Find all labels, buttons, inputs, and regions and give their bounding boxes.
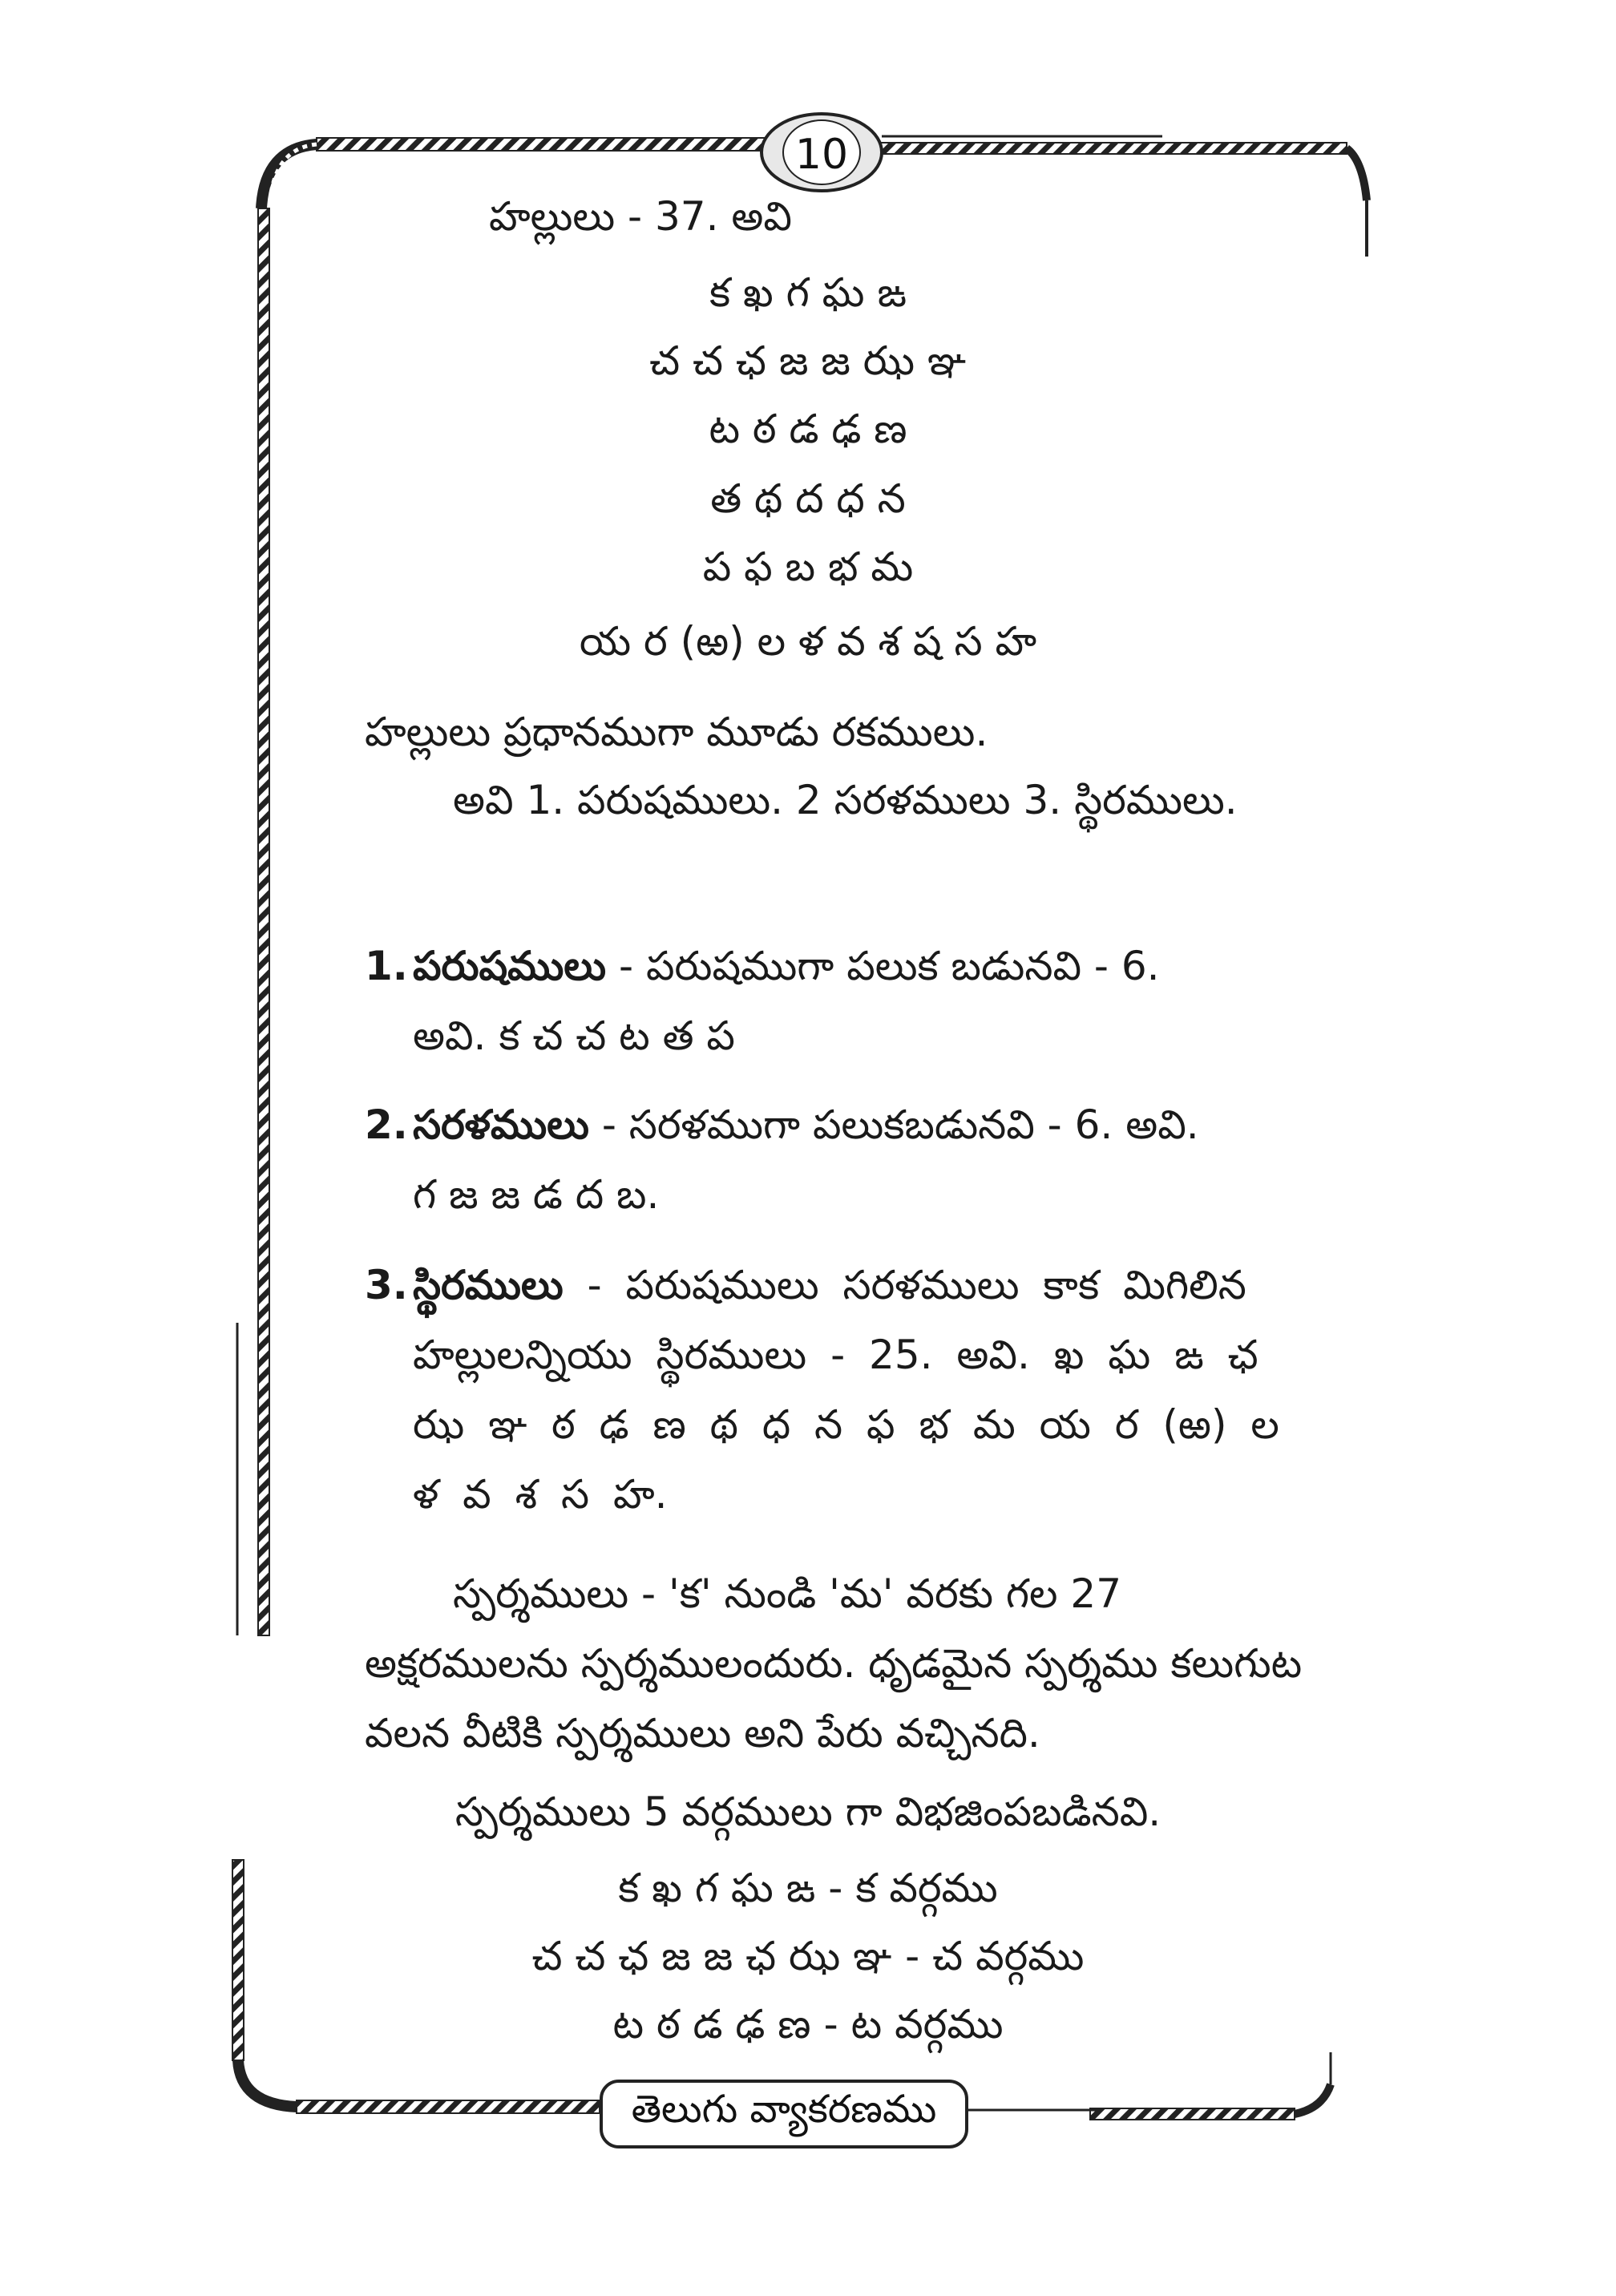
alphabet-row: య ర (ఱ) ల ళ వ శ ష స హ (579, 618, 1037, 665)
item-letters: గ జ జ డ ద బ. (413, 1171, 660, 1218)
list-item (365, 1090, 1327, 1230)
item-number: 1. (365, 943, 408, 989)
item-number: 2. (365, 1102, 408, 1148)
list-item (365, 932, 1327, 1071)
sparsha-paragraph: స్పర్శములు - 'క' నుండి 'మ' వరకు గల 27 అక్షరములను స్పర్శములందురు. ధృడమైన స్పర్శము కలుగుట వలన వీటికి స్పర్శములు అని పేరు వచ్చినది. (365, 1570, 1303, 1756)
varga-letters: చ చ ఛ జ జ ఛ ఝ ఞ (531, 1933, 893, 1979)
alphabet-row: క ఖ గ ఘ ఙ (709, 269, 907, 316)
alphabet-row: ట ఠ డ ఢ ణ (709, 406, 907, 452)
varga-letters: ట ఠ డ ఢ ణ (612, 2001, 811, 2047)
item-term: పరుషములు (413, 943, 607, 989)
page-number: 10 (794, 131, 849, 179)
varga-row: చ చ ఛ జ జ ఛ ఝ ఞ - చ వర్గము (531, 1933, 1085, 1979)
varga-letters: క ఖ గ ఘ ఙ (618, 1865, 816, 1911)
item-number: 3. (365, 1262, 408, 1308)
book-title: తెలుగు వ్యాకరణము (631, 2087, 937, 2132)
types-line: అవి 1. పరుషములు. 2 సరళములు 3. స్థిరములు. (453, 777, 1238, 823)
varga-name: క వర్గము (855, 1865, 998, 1911)
item-letters: అవి. క చ చ ట త ప (413, 1013, 735, 1059)
item-desc: - పరుషముగా పలుక బడునవి - 6. (619, 943, 1160, 989)
list-item (365, 1251, 1327, 1530)
intro-line: హల్లులు ప్రధానముగా మూడు రకములు. (365, 709, 988, 755)
varga-name: చ వర్గము (932, 1933, 1085, 1979)
item-desc: - సరళముగా పలుకబడునవి - 6. అవి. (601, 1102, 1199, 1148)
alphabet-row: ప ఫ బ భ మ (702, 544, 914, 590)
varga-intro: స్పర్శములు 5 వర్గములు గా విభజింపబడినవి. (454, 1789, 1162, 1835)
alphabet-row: త థ ద ధ న (710, 475, 906, 522)
varga-row: క ఖ గ ఘ ఙ - క వర్గము (618, 1865, 998, 1911)
heading: హల్లులు - 37. అవి (489, 193, 792, 240)
alphabet-row: చ చ ఛ జ జ ఝ ఞ (649, 338, 967, 384)
item-term: స్థిరములు (413, 1262, 564, 1308)
item-term: సరళములు (413, 1102, 589, 1148)
varga-name: ట వర్గము (850, 2001, 1004, 2047)
varga-row: ట ఠ డ ఢ ణ - ట వర్గము (612, 2001, 1004, 2047)
item-desc: - పరుషములు సరళములు కాక మిగిలిన హల్లులన్నియు స్థిరములు - 25. అవి. ఖ ఘ ఙ ఛ ఝ ఞ ఠ ఢ ణ థ ధ న ఫ భ మ య ర (ఱ) ల ళ వ శ స హ. (413, 1262, 1279, 1518)
